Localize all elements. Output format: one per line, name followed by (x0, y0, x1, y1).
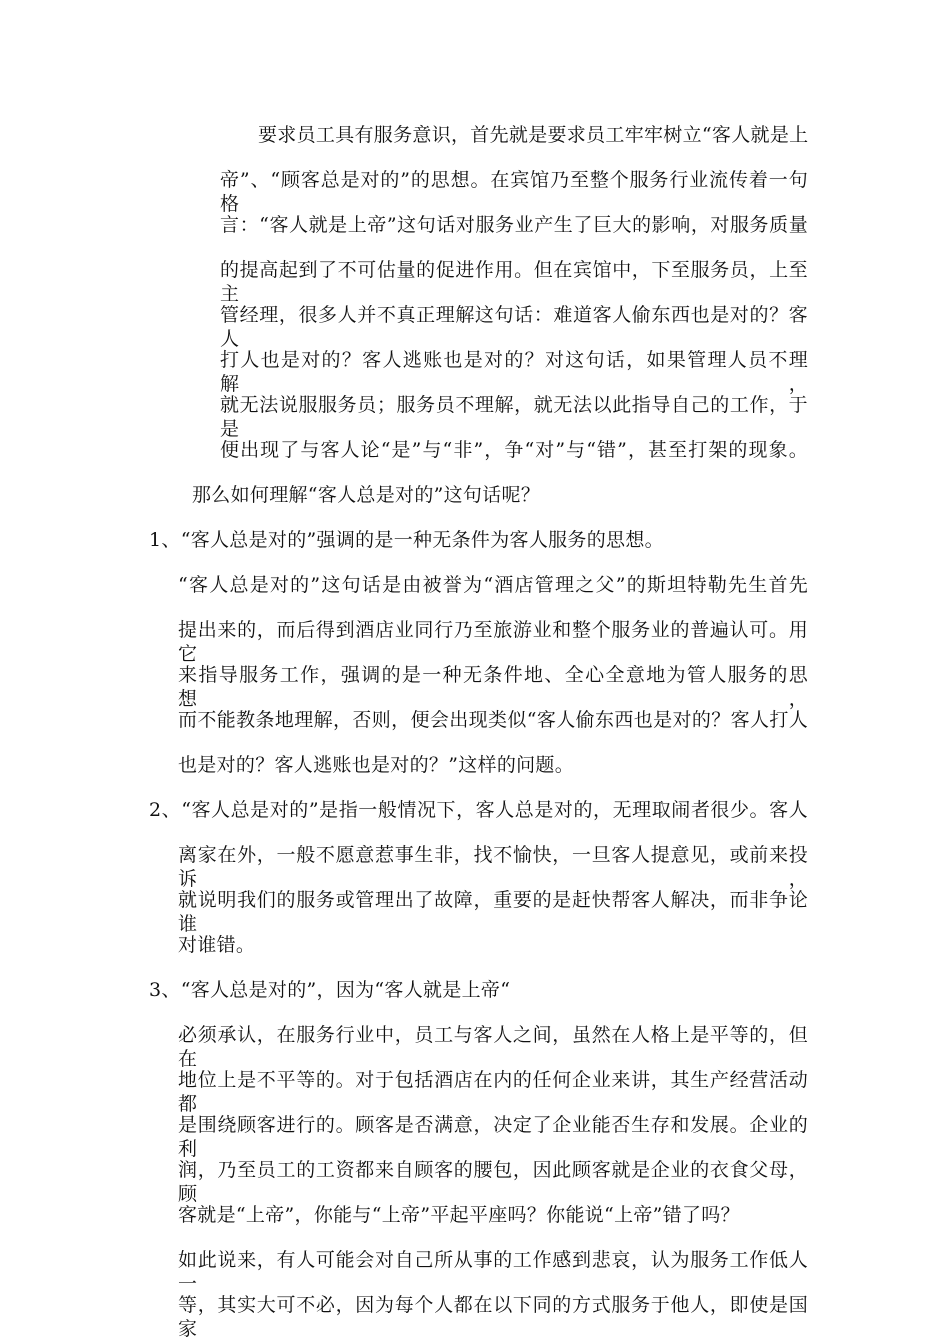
point1-heading: 1、“客人总是对的”强调的是一种无条件为客人服务的思想。 (149, 529, 664, 551)
intro-line-7: 就无法说服服务员；服务员不理解，就无法以此指导自己的工作，于是 (220, 394, 808, 440)
intro-line-8: 便出现了与客人论“是”与“非”，争“对”与“错”，甚至打架的现象。 (220, 439, 808, 461)
point3-line-7: 等，其实大可不必，因为每个人都在以下同的方式服务于他人，即使是国家 (178, 1294, 808, 1340)
point2-line-2: 就说明我们的服务或管理出了故障，重要的是赶快帮客人解决，而非争论谁 (178, 889, 808, 935)
intro-line-6: 打人也是对的？客人逃账也是对的？对这句话，如果管理人员不理解， (220, 349, 808, 395)
point1-line-2: 提出来的，而后得到酒店业同行乃至旅游业和整个服务业的普遍认可。用它 (178, 619, 808, 665)
point2-heading: 2、“客人总是对的”是指一般情况下，客人总是对的，无理取闹者很少。客人 (149, 799, 808, 821)
point3-line-1: 必须承认，在服务行业中，员工与客人之间，虽然在人格上是平等的，但在 (178, 1024, 808, 1070)
point1-line-4: 而不能教条地理解，否则，便会出现类似“客人偷东西也是对的？客人打人 (178, 709, 808, 731)
intro-line-3: 言：“客人就是上帝”这句话对服务业产生了巨大的影响，对服务质量 (220, 214, 808, 236)
point1-line-5: 也是对的？客人逃账也是对的？”这样的问题。 (178, 754, 575, 776)
intro-question: 那么如何理解“客人总是对的”这句话呢？ (192, 484, 541, 506)
point2-line-3: 对谁错。 (178, 934, 256, 956)
intro-line-5: 管经理，很多人并不真正理解这句话：难道客人偷东西也是对的？客人 (220, 304, 808, 350)
intro-line-4: 的提高起到了不可估量的促进作用。但在宾馆中，下至服务员，上至主 (220, 259, 808, 305)
point3-line-5: 客就是“上帝”，你能与“上帝”平起平座吗？你能说“上帝”错了吗？ (178, 1204, 740, 1226)
intro-line-1: 要求员工具有服务意识，首先就是要求员工牢牢树立“客人就是上 (258, 124, 809, 146)
point3-heading: 3、“客人总是对的”，因为“客人就是上帝“ (149, 979, 511, 1001)
point3-line-6: 如此说来，有人可能会对自己所从事的工作感到悲哀，认为服务工作低人一 (178, 1249, 808, 1295)
point3-line-3: 是围绕顾客进行的。顾客是否满意，决定了企业能否生存和发展。企业的利 (178, 1114, 808, 1160)
point1-line-3: 来指导服务工作，强调的是一种无条件地、全心全意地为管人服务的思想， (178, 664, 808, 710)
intro-line-2: 帝”、“顾客总是对的”的思想。在宾馆乃至整个服务行业流传着一句格 (220, 169, 808, 215)
point3-line-2: 地位上是不平等的。对于包括酒店在内的任何企业来讲，其生产经营活动都 (178, 1069, 808, 1115)
point1-line-1: “客人总是对的”这句话是由被誉为“酒店管理之父”的斯坦特勒先生首先 (178, 574, 808, 596)
point2-line-1: 离家在外，一般不愿意惹事生非，找不愉快，一旦客人提意见，或前来投诉， (178, 844, 808, 890)
point3-line-4: 润，乃至员工的工资都来自顾客的腰包，因此顾客就是企业的衣食父母，顾 (178, 1159, 808, 1205)
